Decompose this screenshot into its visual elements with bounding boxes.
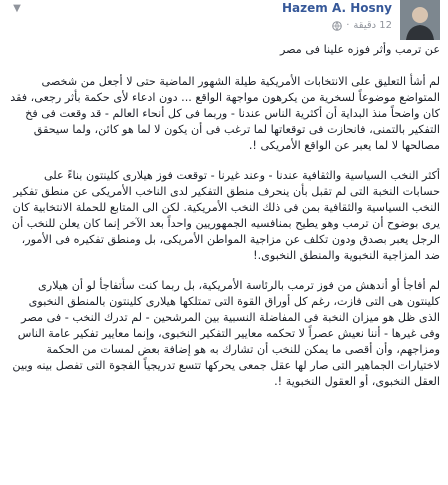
globe-icon bbox=[332, 21, 342, 31]
post-paragraph: لم أشأ التعليق على الانتخابات الأمريكية طيلة الشهور الماضية حتى لا أجعل من شخصى المتواضع موضوعاً لسخرية من يكرهون مواجهة الواقع ... دون ادعاء لأى حكمة بأثر رجعى، فقد كان واضحاً منذ البداية أن أكثرية الناس عندنا - وربما فى كل أنحاء العالم - قد وقعت فى فخ التفكير بالتمنى، فانحازت فى توقعاتها لما ترغب فى أن يكون لا لما هو كائن، ولما سيحقق مصالحها لا لما يعبر عن الواقع الأمريكى !. bbox=[10, 75, 440, 152]
post-paragraph: أكثر النخب السياسية والثقافية عندنا - وعند غيرنا - توقعت فوز هيلارى كلينتون بناءً على حسابات النخبة التى لم تقبل بأن ينحرف منطق التفكير لدى الناخب الأمريكى عن منطق تفكير النخب السياسية والثقافية بمن فى ذلك النخب الأمريكية. لكن الى المتابع للحملة الانتخابية كان يرى بوضوح أن ترمب وهو يطيح بمنافسيه الجمهوريين واحداً بعد الآخر إنما كان يعلن للنخب أن الرجل يعبر بصدق ودون تكلف عن مزاجية المواطن الأمريكى، بل ومنطق تفكيره فى الأمور، ضد المزاجية النخبوية والمنطق النخبوى.! bbox=[11, 169, 440, 262]
post-body bbox=[8, 42, 440, 404]
post-title: عن ترمب وأثر فوزه علينا فى مصر bbox=[279, 43, 440, 56]
post-meta bbox=[332, 20, 392, 31]
avatar[interactable] bbox=[400, 0, 440, 40]
separator-dot: · bbox=[346, 20, 350, 31]
post-paragraph: لم أفاجأ أو أندهش من فوز ترمب بالرئاسة الأمريكية، بل ربما كنت سأتفاجأ لو أن هيلارى كلينتون هى التى فازت، رغم كل أوراق القوة التى تمتلكها هيلارى كلينتون بالمنطق النخبوى الذى ظل هو ميزان النخبة فى المفاضلة النسبية بين المرشحين - لم تدرك النخب - فى مصر وفى غيرها - أننا نعيش عصراً لا تحكمه معايير التفكير النخبوى، وإنما معايير تفكير عامة الناس ومزاجهم، وأن أقصى ما يمكن للنخب أن تشارك به هو إضافة بعض لمسات من الحكمة لاختيارات الجماهير التى صار لها عقل جمعى يحركها تتسع تدريجياً الفجوة التى تفصل بينه وبين العقل النخبوى، أو العقول النخبوية !. bbox=[12, 279, 440, 388]
timestamp[interactable]: 12 دقيقة bbox=[353, 20, 392, 31]
author-name[interactable]: Hazem A. Hosny bbox=[282, 1, 392, 15]
post-header bbox=[8, 0, 440, 40]
chevron-down-icon[interactable]: ▼ bbox=[13, 3, 21, 14]
